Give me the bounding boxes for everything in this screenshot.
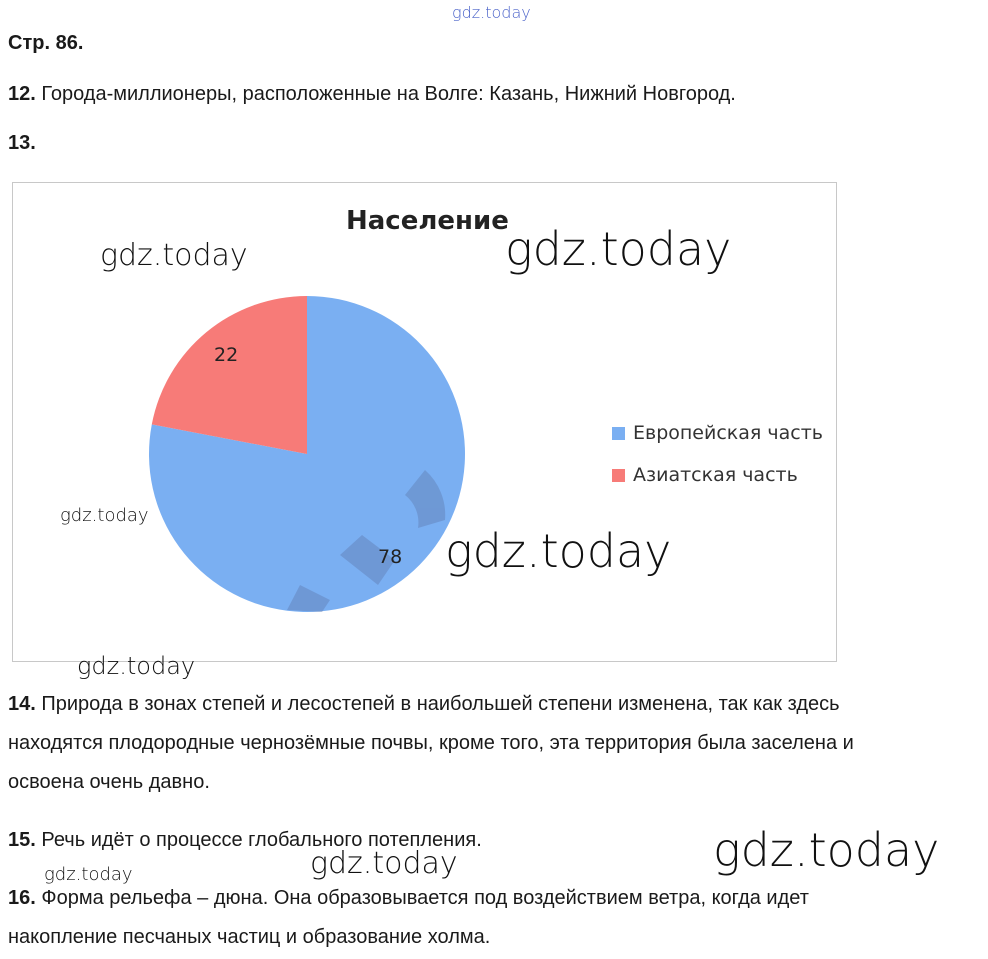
item-text-line: Города-миллионеры, расположенные на Волге: Казань, Нижний Новгород. [41,83,736,105]
legend-swatch [612,427,625,440]
legend-swatch [612,469,625,482]
item-text-line: Природа в зонах степей и лесостепей в наибольшей степени изменена, так как здесь [41,693,840,715]
chart-legend [612,422,823,486]
item-16 [8,879,809,957]
item-text-line: находятся плодородные чернозёмные почвы, кроме того, эта территория была заселена и [8,732,854,754]
legend-label: Европейская часть [633,422,823,444]
watermark: gdz.today [100,238,248,273]
chart-title: Население [346,206,509,236]
item-number: 13. [8,132,36,154]
item-14 [8,685,854,802]
watermark: gdz.today [60,505,149,526]
item-number: 14. [8,693,36,715]
page-heading: Стр. 86. [8,32,84,54]
watermark: gdz.today [77,652,196,680]
watermark: gdz.today [44,864,133,885]
slice-label-asian: 22 [214,344,239,366]
slice-label-european: 78 [378,546,403,568]
item-number: 16. [8,887,36,909]
legend-item [612,422,823,444]
item-text-line: накопление песчаных частиц и образование холма. [8,926,491,948]
legend-item [612,464,823,486]
item-text-line: Форма рельефа – дюна. Она образовывается под воздействием ветра, когда идет [41,887,809,909]
legend-label: Азиатская часть [633,464,798,486]
watermark: gdz.today [713,823,940,877]
top-watermark: gdz.today [452,3,531,22]
watermark: gdz.today [445,524,672,578]
item-text-line: Речь идёт о процессе глобального потепления. [41,829,482,851]
item-number: 12. [8,83,36,105]
item-number: 15. [8,829,36,851]
watermark: gdz.today [505,222,732,276]
item-text-line: освоена очень давно. [8,771,210,793]
watermark: gdz.today [310,846,458,881]
